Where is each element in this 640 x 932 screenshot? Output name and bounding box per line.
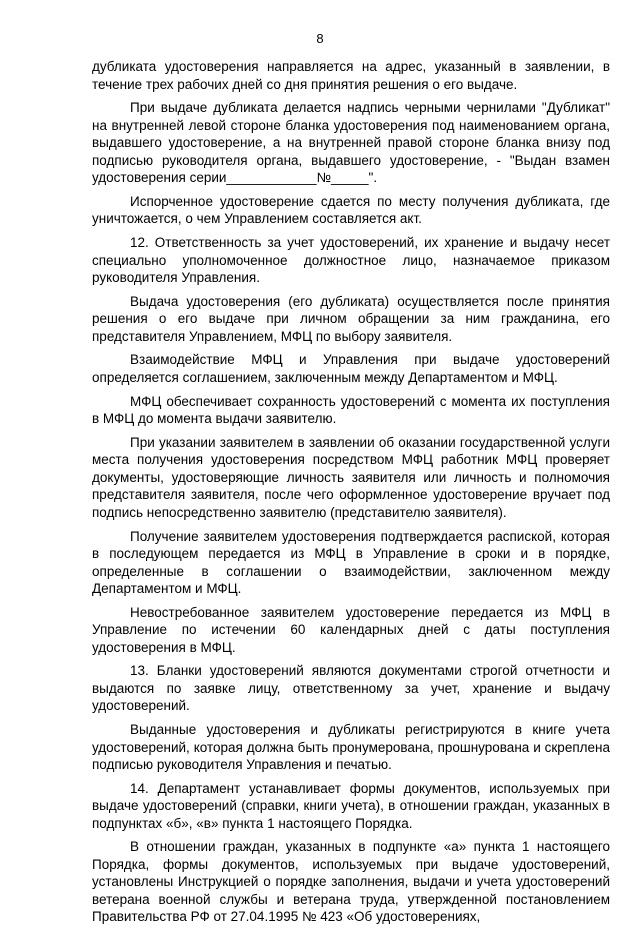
paragraph: Испорченное удостоверение сдается по месту получения дубликата, где уничтожается, о чем Управлением составляется акт. <box>92 193 610 227</box>
paragraph: В отношении граждан, указанных в подпункте «а» пункта 1 настоящего Порядка, формы документов, используемых при выдаче удостоверений, установлены Инструкцией о порядке заполнения, выдачи и учета удостоверений ветерана военной службы и ветерана труда, утвержденной постановлением Правительства РФ от 27.04.1995 № 423 «Об удостоверениях, <box>92 839 610 925</box>
document-body <box>92 58 610 932</box>
paragraph: При указании заявителем в заявлении об оказании государственной услуги места получения удостоверения посредством МФЦ работник МФЦ проверяет документы, удостоверяющие личность заявителя или личность и полномочия представителя заявителя, после чего оформленное удостоверение вручает под подпись непосредственно заявителю (представителю заявителя). <box>92 434 610 520</box>
paragraph: 13. Бланки удостоверений являются документами строгой отчетности и выдаются по заявке лицу, ответственному за учет, хранение и выдачу удостоверений. <box>92 663 610 714</box>
paragraph: Получение заявителем удостоверения подтверждается распиской, которая в последующем передается из МФЦ в Управление в сроки и в порядке, определенные в соглашении о взаимодействии, заключенном между Департаментом и МФЦ. <box>92 528 610 596</box>
paragraph: При выдаче дубликата делается надпись черными чернилами "Дубликат" на внутренней левой стороне бланка удостоверения под наименованием органа, выдавшего удостоверение, а на внутренней правой стороне бланка внизу под подписью руководителя органа, выдавшего удостоверение, - "Выдан взамен удостоверения серии____________№_____". <box>92 100 610 186</box>
paragraph: дубликата удостоверения направляется на адрес, указанный в заявлении, в течение трех рабочих дней со дня принятия решения о его выдаче. <box>92 59 610 92</box>
paragraph: Выданные удостоверения и дубликаты регистрируются в книге учета удостоверений, которая должна быть пронумерована, прошнурована и скреплена подписью руководителя Управления и печатью. <box>92 722 610 773</box>
paragraph: МФЦ обеспечивает сохранность удостоверений с момента их поступления в МФЦ до момента выдачи заявителю. <box>92 393 610 427</box>
paragraph: Выдача удостоверения (его дубликата) осуществляется после принятия решения о его выдаче при личном обращении за ним гражданина, его представителя Управлением, МФЦ по выбору заявителя. <box>92 293 610 344</box>
paragraph: Невостребованное заявителем удостоверение передается из МФЦ в Управление по истечении 60 календарных дней с даты поступления удостоверения в МФЦ. <box>92 604 610 655</box>
paragraph: Взаимодействие МФЦ и Управления при выдаче удостоверений определяется соглашением, заключенным между Департаментом и МФЦ. <box>92 352 610 385</box>
paragraph: 14. Департамент устанавливает формы документов, используемых при выдаче удостоверений (справки, книги учета), в отношении граждан, указанных в подпунктах «б», «в» пункта 1 настоящего Порядка. <box>92 780 610 831</box>
paragraph: 12. Ответственность за учет удостоверений, их хранение и выдачу несет специально уполномоченное должностное лицо, назначаемое приказом руководителя Управления. <box>92 235 610 286</box>
page-number: 8 <box>316 31 324 46</box>
